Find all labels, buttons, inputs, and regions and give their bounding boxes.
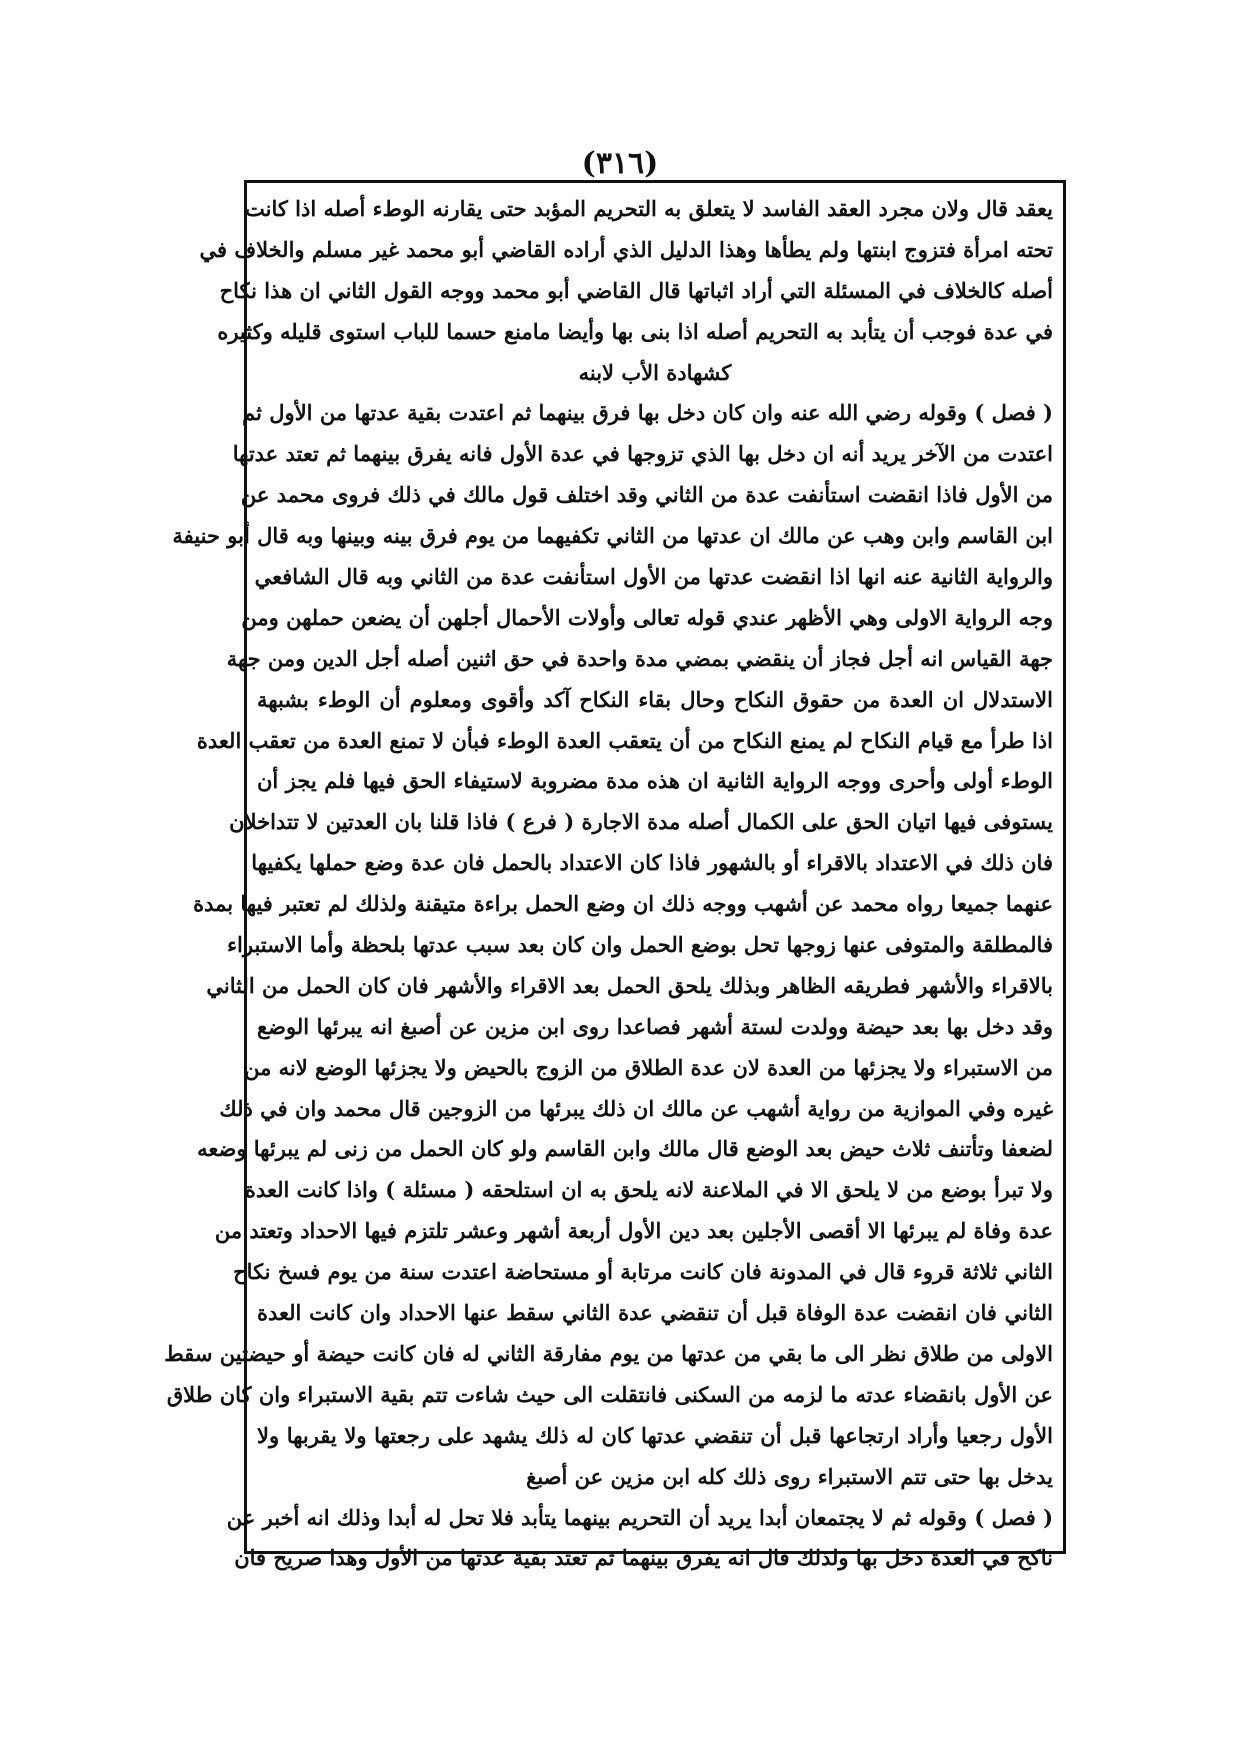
text-line: الوطء أولى وأحرى ووجه الرواية الثانية ان هذه مدة مضروبة لاستيفاء الحق فيها فلم يجز أن (257, 768, 1053, 794)
text-frame (164, 180, 1066, 1571)
text-line: من الاستبراء ولا يجزئها من العدة لان عدة الطلاق من الزوج بالحيض ولا يجزئها الوضع لانه من (244, 1054, 1053, 1080)
text-line: ( فصل ) وقوله رضي الله عنه وان كان دخل بها فرق بينهما ثم اعتدت بقية عدتها من الأول ثم (242, 400, 1053, 426)
text-line: اعتدت من الآخر يريد أنه ان دخل بها الذي تزوجها في عدة الأول فانه يفرق بينهما ثم تعتد عدتها (232, 441, 1053, 467)
text-line: غيره وفي الموازية من رواية أشهب عن مالك ان ذلك يبرئها من الزوجين قال محمد وان في ذلك (219, 1095, 1053, 1121)
text-line: لضعفا وتأتنف ثلاث حيض بعد الوضع قال مالك وابن القاسم ولو كان الحمل من زنى لم يبرئها وضعه (197, 1136, 1053, 1162)
text-line: يعقد قال ولان مجرد العقد الفاسد لا يتعلق به التحريم المؤبد حتى يقارنه الوطء أصله اذا كانت (244, 196, 1053, 221)
text-line: ناكح في العدة دخل بها ولذلك قال انه يفرق بينهما ثم تعتد بقية عدتها من الأول وهذا صريح فان (234, 1545, 1053, 1571)
text-line: عدة وفاة لم يبرئها الا أقصى الأجلين بعد دين الأول أربعة أشهر وعشر تلتزم فيها الاحداد وتعتد من (214, 1218, 1053, 1244)
text-line: يستوفى فيها اتيان الحق على الكمال أصله مدة الاجارة ( فرع ) فاذا قلنا بان العدتين لا تتداخلان (229, 809, 1053, 835)
text-line: ولا تبرأ بوضع من لا يلحق الا في الملاعنة لانه يلحق به ان استلحقه ( مسئلة ) واذا كانت العدة (244, 1177, 1053, 1203)
text-line: تحته امرأة فتزوج ابنتها ولم يطأها وهذا الدليل الذي أراده القاضي أبو محمد غير مسلم والخلاف في (199, 236, 1053, 262)
text-line: من الأول فاذا انقضت استأنفت عدة من الثاني وقد اختلف قول مالك في ذلك فروى محمد عن (240, 482, 1053, 508)
text-line: في عدة فوجب أن يتأبد به التحريم أصله اذا بنى بها وأيضا مامنع حسما للباب استوى قليله وكثيره (217, 318, 1053, 344)
text-line: اذا طرأ مع قيام النكاح لم يمنع النكاح من أن يتعقب العدة الوطء فبأن لا تمنع العدة من تعقب العدة (196, 727, 1053, 753)
text-line: والرواية الثانية عنه انها اذا انقضت عدتها من الأول استأنفت عدة من الثاني وبه قال الشافعي (254, 564, 1053, 590)
text-line: عنهما جميعا رواه محمد عن أشهب ووجه ذلك ان وضع الحمل براءة متيقنة ولذلك لم تعتبر فيها بمدة (193, 891, 1053, 917)
text-line: ابن القاسم وابن وهب عن مالك ان عدتها من الثاني تكفيهما من يوم فرق بينه وبينها وبه قال أبو حنيفة (172, 523, 1053, 549)
text-line: فان ذلك في الاعتداد بالاقراء أو بالشهور فاذا كان الاعتداد بالحمل فان عدة وضع حملها يكفيها (251, 850, 1053, 876)
text-line: بالاقراء والأشهر فطريقه الظاهر وبذلك يلحق الحمل بعد الاقراء والأشهر فان كان الحمل من الثاني (206, 972, 1053, 998)
text-line: عن الأول بانقضاء عدته ما لزمه من السكنى فانتقلت الى حيث شاءت تتم بقية الاستبراء وان كان طلاق (166, 1381, 1053, 1407)
text-line: جهة القياس انه أجل فجاز أن ينقضي بمضي مدة واحدة في حق اثنين أصله أجل الدين ومن جهة (226, 645, 1053, 671)
text-line: الاولى من طلاق نظر الى ما بقي من عدتها من يوم مفارقة الثاني له فان كانت حيضة أو حيضتين سقط (164, 1340, 1053, 1366)
text-line: الثاني ثلاثة قروء قال في المدونة فان كانت مرتابة أو مستحاضة اعتدت سنة من يوم فسخ نكاح (233, 1259, 1053, 1285)
text-line: ( فصل ) وقوله ثم لا يجتمعان أبدا يريد أن التحريم بينهما يتأبد فلا تحل له أبدا وذلك انه أخبر عن (226, 1504, 1053, 1530)
text-line: وقد دخل بها بعد حيضة وولدت لستة أشهر فصاعدا روى ابن مزين عن أصبغ انه يبرئها الوضع (257, 1013, 1053, 1039)
text-line: فالمطلقة والمتوفى عنها زوجها تحل بوضع الحمل وان كان بعد سبب عدتها بلحظة وأما الاستبراء (227, 932, 1053, 958)
text-line: الاستدلال ان العدة من حقوق النكاح وحال بقاء النكاح آكد وأقوى ومعلوم أن الوطء بشبهة (257, 686, 1053, 712)
text-line: أصله كالخلاف في المسئلة التي أراد اثباتها قال القاضي أبو محمد ووجه القول الثاني ان هذا نكاح (219, 277, 1053, 303)
text-line: الأول رجعيا وأراد ارتجاعها قبل أن تنقضي عدتها كان له ذلك يشهد على رجعتها ولا يقربها ولا (257, 1422, 1053, 1448)
text-line: كشهادة الأب لابنه (578, 359, 732, 385)
text-line: وجه الرواية الاولى وهي الأظهر عندي قوله تعالى وأولات الأحمال أجلهن أن يضعن حملهن ومن (241, 604, 1053, 630)
text-line: يدخل بها حتى تتم الاستبراء روى ذلك كله ابن مزين عن أصبغ (526, 1463, 1053, 1489)
page-number: (٣١٦) (581, 146, 659, 181)
text-line: الثاني فان انقضت عدة الوفاة قبل أن تنقضي عدة الثاني سقط عنها الاحداد وان كانت العدة (257, 1300, 1053, 1326)
